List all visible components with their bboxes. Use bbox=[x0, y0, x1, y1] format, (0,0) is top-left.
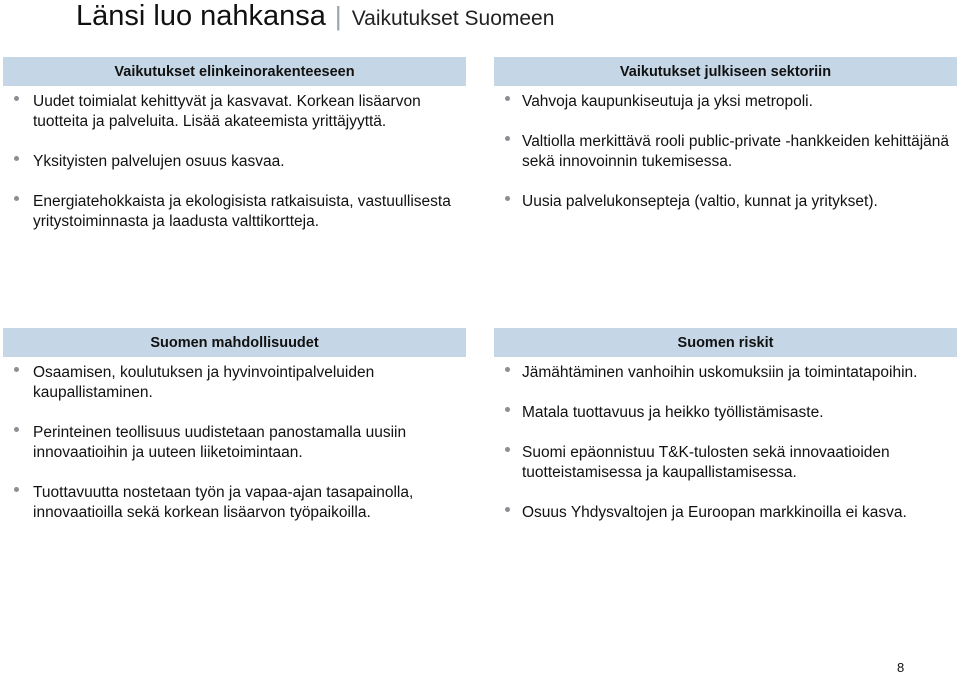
slide-subtitle: Vaikutukset Suomeen bbox=[351, 7, 555, 30]
page-number: 8 bbox=[897, 660, 905, 675]
list-item-text: Matala tuottavuus ja heikko työllistämisaste. bbox=[522, 404, 824, 421]
bullet-icon bbox=[505, 367, 510, 372]
bullet-list bbox=[3, 92, 466, 232]
bullet-icon bbox=[505, 407, 510, 412]
list-item-text: Uudet toimialat kehittyvät ja kasvavat. Korkean lisäarvon tuotteita ja palveluita. Lisää akateemista yrittäjyyttä. bbox=[33, 93, 421, 130]
list-item bbox=[3, 152, 466, 172]
panel-business-structure bbox=[3, 57, 466, 232]
bullet-icon bbox=[14, 96, 19, 101]
bullet-list bbox=[3, 363, 466, 523]
bullet-icon bbox=[505, 136, 510, 141]
list-item bbox=[3, 192, 466, 232]
list-item bbox=[494, 192, 957, 212]
list-item bbox=[494, 403, 957, 423]
list-item bbox=[494, 443, 957, 483]
panel-heading: Vaikutukset elinkeinorakenteeseen bbox=[3, 57, 466, 86]
list-item-text: Vahvoja kaupunkiseutuja ja yksi metropoli. bbox=[522, 93, 813, 110]
bullet-icon bbox=[14, 427, 19, 432]
panel-heading: Suomen riskit bbox=[494, 328, 957, 357]
bullet-icon bbox=[505, 447, 510, 452]
list-item-text: Valtiolla merkittävä rooli public-private -hankkeiden kehittäjänä sekä innovoinnin tukemisessa. bbox=[522, 133, 950, 170]
panel-risks bbox=[494, 328, 957, 523]
bullet-icon bbox=[14, 196, 19, 201]
bullet-icon bbox=[14, 367, 19, 372]
panel-public-sector bbox=[494, 57, 957, 212]
slide-title: Länsi luo nahkansa bbox=[76, 0, 326, 32]
bullet-icon bbox=[14, 487, 19, 492]
slide-title-row bbox=[76, 0, 554, 36]
panel-opportunities bbox=[3, 328, 466, 523]
bullet-icon bbox=[505, 196, 510, 201]
list-item-text: Perinteinen teollisuus uudistetaan panostamalla uusiin innovaatioihin ja uuteen liiketoimintaan. bbox=[33, 424, 407, 461]
list-item-text: Suomi epäonnistuu T&K-tulosten sekä innovaatioiden tuotteistamisessa ja kaupallistamisessa. bbox=[522, 444, 890, 481]
list-item bbox=[494, 132, 957, 172]
list-item-text: Osaamisen, koulutuksen ja hyvinvointipalveluiden kaupallistaminen. bbox=[33, 364, 375, 401]
bullet-list bbox=[494, 92, 957, 212]
list-item bbox=[3, 423, 466, 463]
list-item-text: Uusia palvelukonsepteja (valtio, kunnat ja yritykset). bbox=[522, 193, 878, 210]
bullet-icon bbox=[14, 156, 19, 161]
panel-heading: Vaikutukset julkiseen sektoriin bbox=[494, 57, 957, 86]
list-item-text: Tuottavuutta nostetaan työn ja vapaa-ajan tasapainolla, innovaatioilla sekä korkean lisäarvon työpaikoilla. bbox=[33, 484, 414, 521]
list-item bbox=[3, 363, 466, 403]
list-item bbox=[3, 92, 466, 132]
list-item bbox=[494, 503, 957, 523]
title-separator: | bbox=[334, 1, 342, 31]
list-item bbox=[494, 363, 957, 383]
bullet-list bbox=[494, 363, 957, 523]
bullet-icon bbox=[505, 96, 510, 101]
list-item-text: Jämähtäminen vanhoihin uskomuksiin ja toimintatapoihin. bbox=[522, 364, 918, 381]
list-item-text: Osuus Yhdysvaltojen ja Euroopan markkinoilla ei kasva. bbox=[522, 504, 907, 521]
panel-heading: Suomen mahdollisuudet bbox=[3, 328, 466, 357]
list-item-text: Yksityisten palvelujen osuus kasvaa. bbox=[33, 153, 285, 170]
list-item bbox=[494, 92, 957, 112]
list-item-text: Energiatehokkaista ja ekologisista ratkaisuista, vastuullisesta yritystoiminnasta ja laadusta valttikortteja. bbox=[33, 193, 451, 230]
list-item bbox=[3, 483, 466, 523]
bullet-icon bbox=[505, 507, 510, 512]
